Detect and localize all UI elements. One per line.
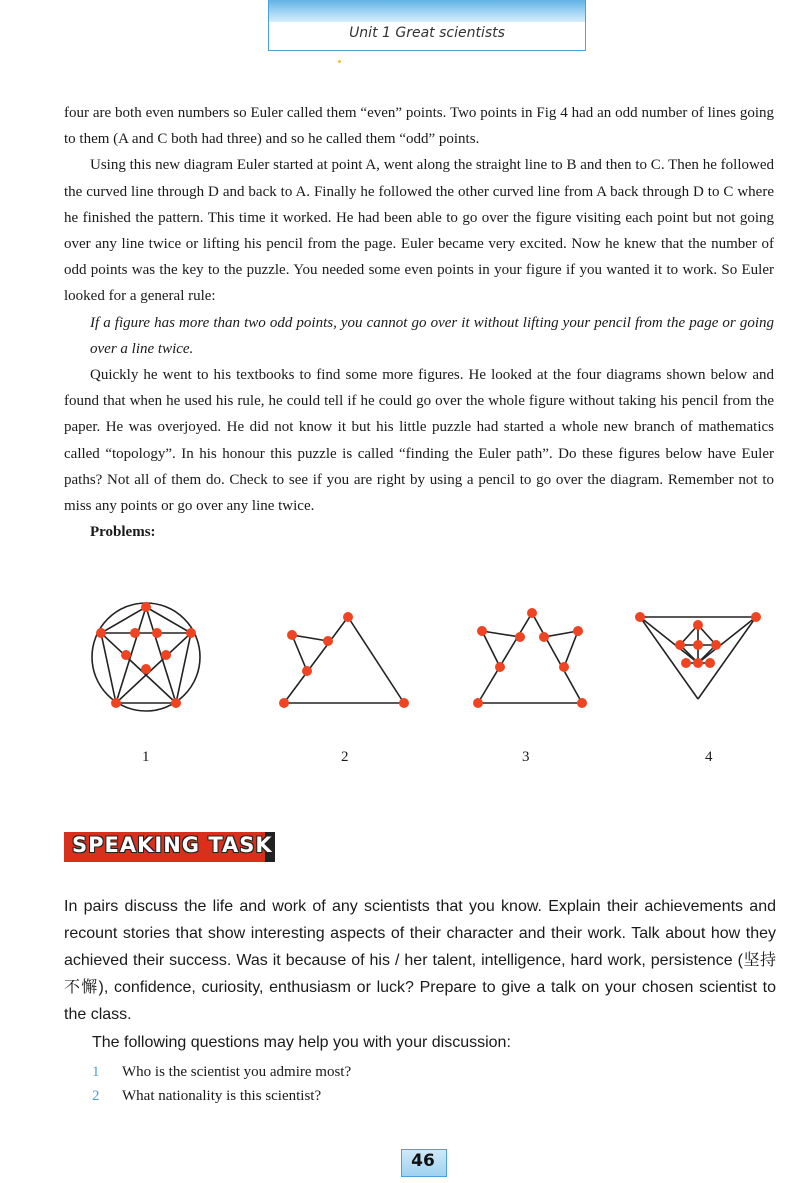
figure-label-4: 4 <box>705 749 713 765</box>
figure-4 <box>636 595 761 710</box>
question-number: 2 <box>92 1088 100 1104</box>
figure-1 <box>86 595 206 720</box>
question-text: What nationality is this scientist? <box>122 1088 322 1104</box>
paragraph-3: Quickly he went to his textbooks to find some more figures. He looked at the four diagrams shown below and found that when he used his rule, he could tell if he could go over the whole figure without taking his pencil from the paper. He was overjoyed. He did not know it but his little puzzle had started a whole new branch of mathematics called “topology”. In his honour this puzzle is called “finding the Euler path”. Do these figures below have Euler paths? Not all of them do. Check to see if you are right by using a pencil to go over the diagram. Remember not to miss any points or go over any line twice. <box>64 367 774 515</box>
speaking-intro: In pairs discuss the life and work of any scientists that you know. Explain their achievements and recount stories that show interesting aspects of their character and their work. Talk about how they achieved their success. Was it because of his / her talent, intelligence, hard work, persistence (坚持不懈), confidence, curiosity, enthusiasm or luck? Prepare to give a talk on your chosen scientist to the class. <box>64 898 776 1023</box>
figure-label-3: 3 <box>522 749 530 765</box>
header-dot <box>338 60 341 63</box>
question-list <box>92 1060 351 1108</box>
figure-label-2: 2 <box>341 749 349 765</box>
figure-2 <box>280 595 410 715</box>
header-band <box>268 0 586 22</box>
question-item <box>92 1084 351 1108</box>
page-number: 46 <box>411 1151 435 1171</box>
question-number: 1 <box>92 1064 100 1080</box>
figure-label-1: 1 <box>142 749 150 765</box>
paragraph-1: four are both even numbers so Euler called them “even” points. Two points in Fig 4 had an odd number of lines going to them (A and C both had three) and so he called them “odd” points. <box>64 105 774 148</box>
paragraph-2: Using this new diagram Euler started at point A, went along the straight line to B and then to C. Then he followed the curved line through D and back to A. Finally he followed the other curved line from A back through D to C where he finished the pattern. This time it worked. He had been able to go over the figure visiting each point but not going over any line twice or lifting his pencil from the page. Euler became very excited. Now he knew that the number of odd points was the key to the puzzle. You needed some even points in your figure if you wanted it to work. So Euler looked for a general rule: <box>64 157 774 305</box>
unit-title: Unit 1 Great scientists <box>349 25 505 41</box>
speaking-sub: The following questions may help you with your discussion: <box>92 1034 511 1051</box>
question-text: Who is the scientist you admire most? <box>122 1064 352 1080</box>
euler-rule: If a figure has more than two odd points, you cannot go over it without lifting your pencil from the page or going over a line twice. <box>90 314 774 357</box>
body-text <box>64 100 774 545</box>
speaking-task-title: SPEAKING TASK <box>72 833 273 857</box>
figure-3 <box>470 595 590 715</box>
header-box <box>268 22 586 51</box>
problems-label: Problems: <box>90 524 156 541</box>
question-item <box>92 1060 351 1084</box>
